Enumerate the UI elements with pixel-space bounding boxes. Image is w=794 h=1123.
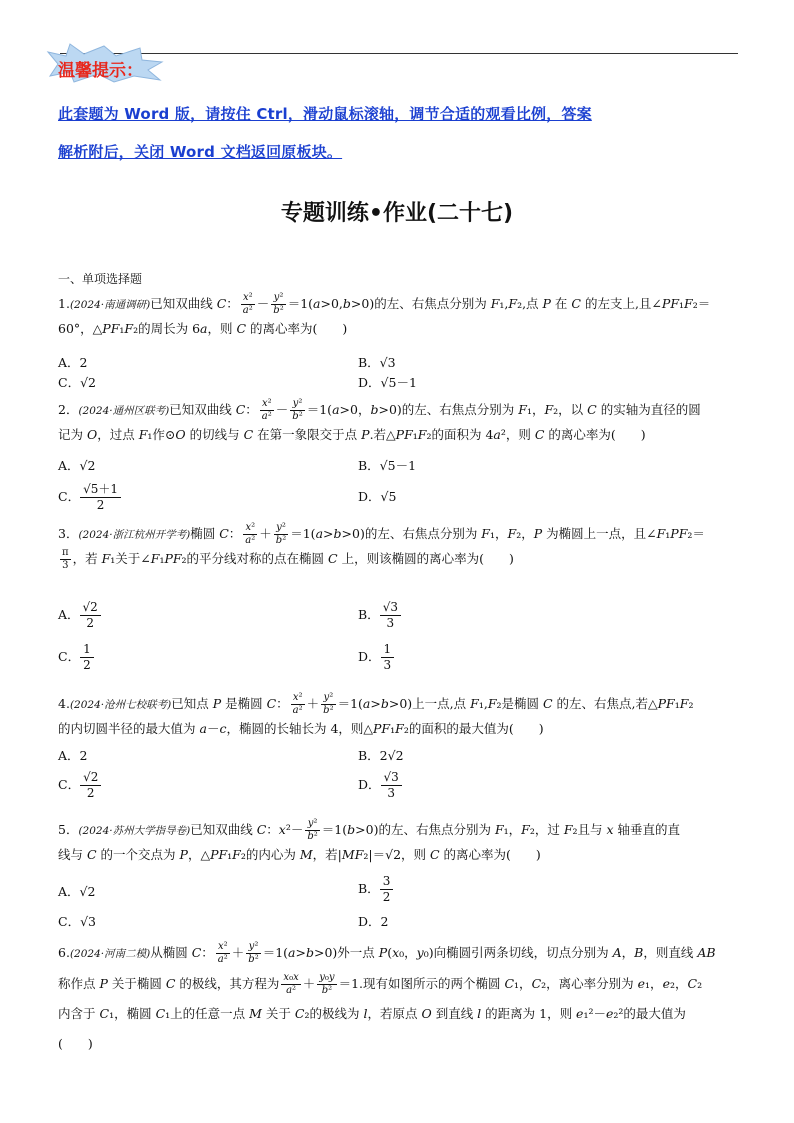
q2-option-a: A．√2 (58, 458, 96, 473)
question-number: 2． (58, 402, 79, 417)
question-4: 4.(2024·沧州七校联考)已知点 P 是椭圆 C： $\frac{\text{x²}}{\text{a²}}$ ＋ $\frac{\text{y²}}{\text{b²}}$ ＝1(a>b>0)上一点,点 F₁,F₂是椭圆 C 的左、右焦点,若△PF₁F₂ 的内切圆半径的最大值为 a－c，椭圆的长轴长为 4，则△PF₁F₂的面积的最大值为( ) (58, 692, 694, 736)
question-2: 2．(2024·通州区联考)已知双曲线 C： $\frac{\text{x²}}{\text{a²}}$ － $\frac{\text{y²}}{\text{b²}}$ ＝1(a>0，b>0)的左、右焦点分别为 F₁，F₂，以 C 的实轴为直径的圆 记为 O，过点 F₁作⊙O 的切线与 C 在第一象限交于点 P.若△PF₁F₂的面积为 4a²，则 C 的离心率为( ) (58, 398, 701, 442)
q4-option-d: D． $\frac{√3}{3}$ (358, 770, 402, 801)
q1-option-b: B．√3 (358, 355, 396, 370)
question-number: 6. (58, 945, 70, 960)
question-source: (2024·南通调研) (69, 299, 151, 311)
q4-option-b: B．2√2 (358, 748, 404, 763)
question-number: 4. (58, 696, 70, 711)
q4-option-c: C． $\frac{√2}{2}$ (58, 770, 101, 801)
q5-option-a: A．√2 (58, 884, 96, 899)
q4-option-a: A．2 (58, 748, 88, 763)
question-6: 6.(2024·河南二模)从椭圆 C： $\frac{\text{x²}}{\text{a²}}$ ＋ $\frac{\text{y²}}{\text{b²}}$ ＝1(a>b>0)外一点 P(x₀，y₀)向椭圆引两条切线，切点分别为 A，B，则直线 AB 称作点 P 关于椭圆 C 的极线，其方程为 $\frac{\text{x₀x}}{\text{a²}}$ ＋ $\frac{\text{y₀y}}{\text{b²}}$ ＝1.现有如图所示的两个椭圆 C₁，C₂，离心率分别为 e₁，e₂，C₂ 内含于 C₁，椭圆 C₁上的任意一点 M 关于 C₂的极线为 l，若原点 O 到直线 l 的距离为 1，则 e₁²－e₂²的最大值为 ( ) (58, 941, 716, 1051)
tip-line-2: 解析附后，关闭 Word 文档返回原板块。 (58, 143, 343, 161)
tip-label: 温馨提示： (58, 61, 143, 81)
question-3: 3．(2024·浙江杭州开学考)椭圆 C： $\frac{\text{x²}}{\text{a²}}$ ＋ $\frac{\text{y²}}{\text{b²}}$ ＝1(a>b>0)的左、右焦点分别为 F₁，F₂，P 为椭圆上一点，且∠F₁PF₂＝ $\frac{\pi}{3}$ ，若 F₁关于∠F₁PF₂的平分线对称的点在椭圆 C 上，则该椭圆的离心率为( ) (58, 522, 705, 571)
q1-option-d: D．√5－1 (358, 375, 417, 390)
q3-option-b: B． $\frac{√3}{3}$ (358, 600, 401, 631)
question-source: (2024·沧州七校联考) (69, 699, 172, 711)
question-source: (2024·浙江杭州开学考) (78, 529, 191, 541)
q5-option-c: C．√3 (58, 914, 96, 929)
page-title: 专题训练•作业(二十七) (280, 201, 514, 226)
question-5: 5．(2024·苏州大学指导卷)已知双曲线 C：x²－ $\frac{\text{y²}}{\text{b²}}$ ＝1(b>0)的左、右焦点分别为 F₁，F₂，过 F₂且与 x 轴垂直的直 线与 C 的一个交点为 P，△PF₁F₂的内心为 M，若|MF₂|＝√2，则 C 的离心率为( ) (58, 818, 681, 862)
question-number: 1. (58, 296, 70, 311)
q3-option-d: D． $\frac{1}{3}$ (358, 642, 394, 673)
q3-option-c: C． $\frac{1}{2}$ (58, 642, 94, 673)
q1-option-a: A．2 (58, 355, 88, 370)
q5-option-d: D．2 (358, 914, 389, 929)
q3-option-a: A． $\frac{√2}{2}$ (58, 600, 101, 631)
question-source: (2024·河南二模) (69, 948, 151, 960)
question-source: (2024·苏州大学指导卷) (78, 825, 191, 837)
section-heading: 一、单项选择题 (58, 272, 143, 286)
q5-option-b: B． $\frac{3}{2}$ (358, 874, 393, 905)
question-source: (2024·通州区联考) (78, 405, 170, 417)
q2-option-b: B．√5－1 (358, 458, 417, 473)
q2-option-d: D．√5 (358, 489, 397, 504)
tip-line-1: 此套题为 Word 版，请按住 Ctrl，滑动鼠标滚轴，调节合适的观看比例，答案 (58, 105, 592, 123)
q2-option-c: C． $\frac{√5+1}{2}$ (58, 482, 121, 513)
question-1: 1.(2024·南通调研)已知双曲线 C： $\frac{\text{x²}}{\text{a²}}$ － $\frac{\text{y²}}{\text{b²}}$ ＝1(a>0,b>0)的左、右焦点分别为 F₁,F₂,点 P 在 C 的左支上,且∠PF₁F₂＝ 60°，△PF₁F₂的周长为 6a，则 C 的离心率为( ) (58, 292, 711, 336)
q1-option-c: C．√2 (58, 375, 96, 390)
question-number: 5． (58, 822, 79, 837)
question-number: 3． (58, 526, 79, 541)
